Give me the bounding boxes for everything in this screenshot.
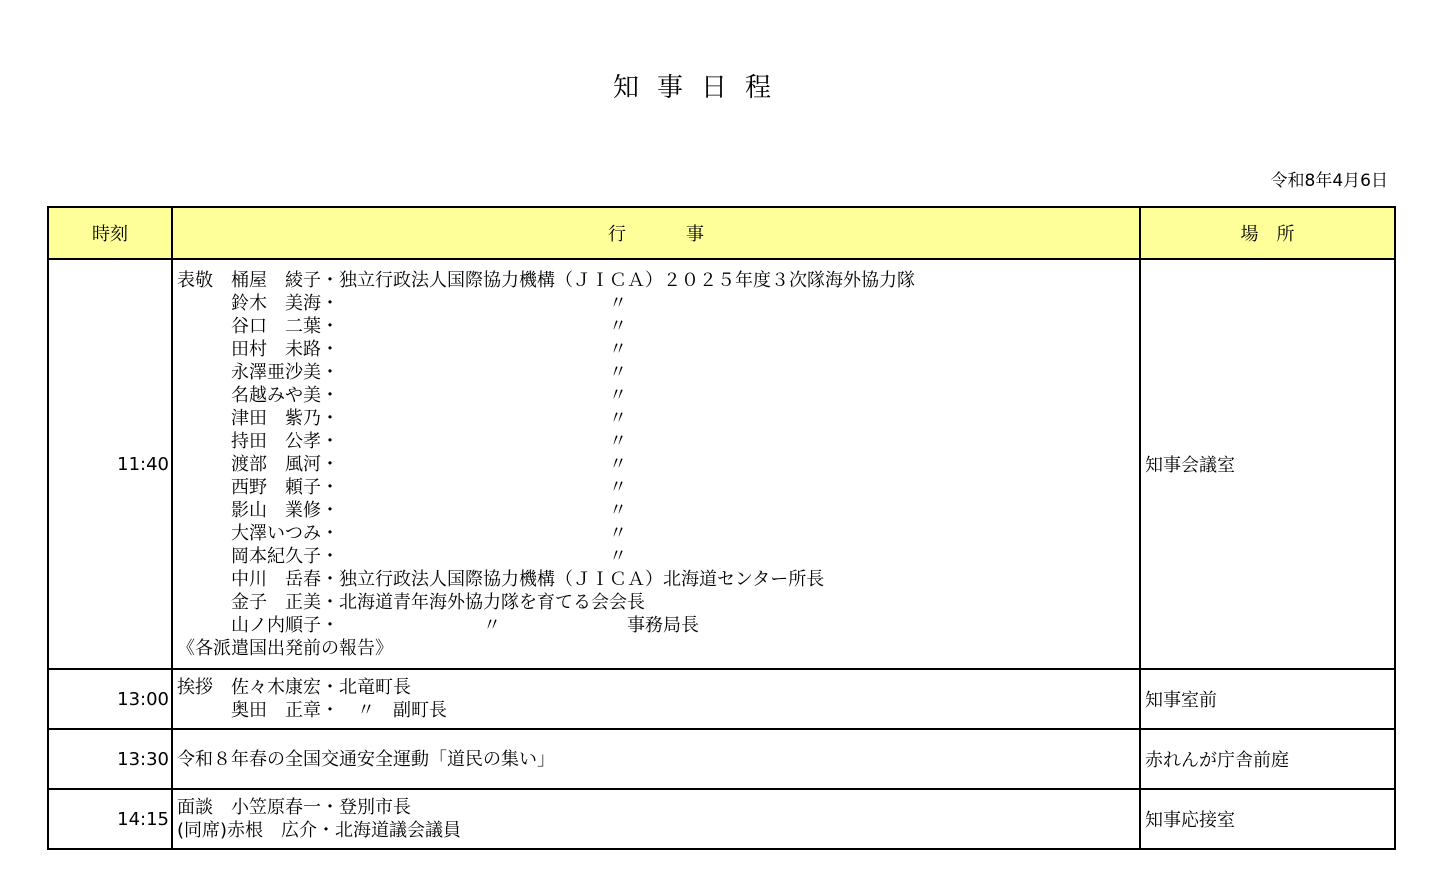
page-title: 知事日程	[612, 73, 789, 103]
event-line: 山ノ内順子・ 〃 事務局長	[177, 614, 699, 636]
event-line: 金子 正美・北海道青年海外協力隊を育てる会会長	[177, 591, 645, 613]
event-line: 《各派遣国出発前の報告》	[177, 637, 393, 659]
event-line: 津田 紫乃・ 〃	[177, 407, 627, 429]
event-line: 表敬 桶屋 綾子・独立行政法人国際協力機構（ＪＩＣＡ）２０２５年度３次隊海外協力隊	[177, 269, 915, 291]
event-line: 影山 業修・ 〃	[177, 499, 627, 521]
column-header-place: 場所	[1140, 207, 1395, 259]
event-line: 鈴木 美海・ 〃	[177, 292, 627, 314]
event-line: 西野 頼子・ 〃	[177, 476, 627, 498]
event-line: 渡部 風河・ 〃	[177, 453, 627, 475]
event-place: 知事会議室	[1140, 259, 1395, 669]
event-details	[172, 789, 1140, 849]
event-details	[172, 259, 1140, 669]
column-header-event: 行事	[172, 207, 1140, 259]
event-details	[172, 729, 1140, 789]
event-line: 奥田 正章・ 〃 副町長	[177, 700, 447, 721]
event-details	[172, 669, 1140, 729]
event-time: 13:30	[48, 729, 172, 789]
event-time: 13:00	[48, 669, 172, 729]
event-time: 14:15	[48, 789, 172, 849]
table-row	[48, 669, 1395, 729]
event-line: 面談 小笠原春一・登別市長	[177, 797, 411, 818]
event-line: (同席)赤根 広介・北海道議会議員	[177, 820, 462, 841]
event-place: 知事室前	[1140, 669, 1395, 729]
event-line: 大澤いつみ・ 〃	[177, 522, 627, 544]
event-place: 知事応接室	[1140, 789, 1395, 849]
column-header-time: 時刻	[48, 207, 172, 259]
event-line: 持田 公孝・ 〃	[177, 430, 627, 452]
table-row	[48, 259, 1395, 669]
event-line: 中川 岳春・独立行政法人国際協力機構（ＪＩＣＡ）北海道センター所長	[177, 568, 825, 590]
event-line: 挨拶 佐々木康宏・北竜町長	[177, 677, 411, 698]
event-line: 谷口 二葉・ 〃	[177, 315, 627, 337]
table-row	[48, 789, 1395, 849]
event-line: 田村 未路・ 〃	[177, 338, 627, 360]
event-line: 名越みや美・ 〃	[177, 384, 627, 406]
event-time: 11:40	[48, 259, 172, 669]
schedule-date: 令和8年4月6日	[1270, 171, 1388, 191]
event-place: 赤れんが庁舎前庭	[1140, 729, 1395, 789]
table-row	[48, 729, 1395, 789]
event-line: 令和８年春の全国交通安全運動「道民の集い」	[177, 748, 555, 770]
schedule-table	[47, 206, 1396, 850]
event-line: 永澤亜沙美・ 〃	[177, 361, 627, 383]
table-header-row	[48, 207, 1395, 259]
event-line: 岡本紀久子・ 〃	[177, 545, 627, 567]
